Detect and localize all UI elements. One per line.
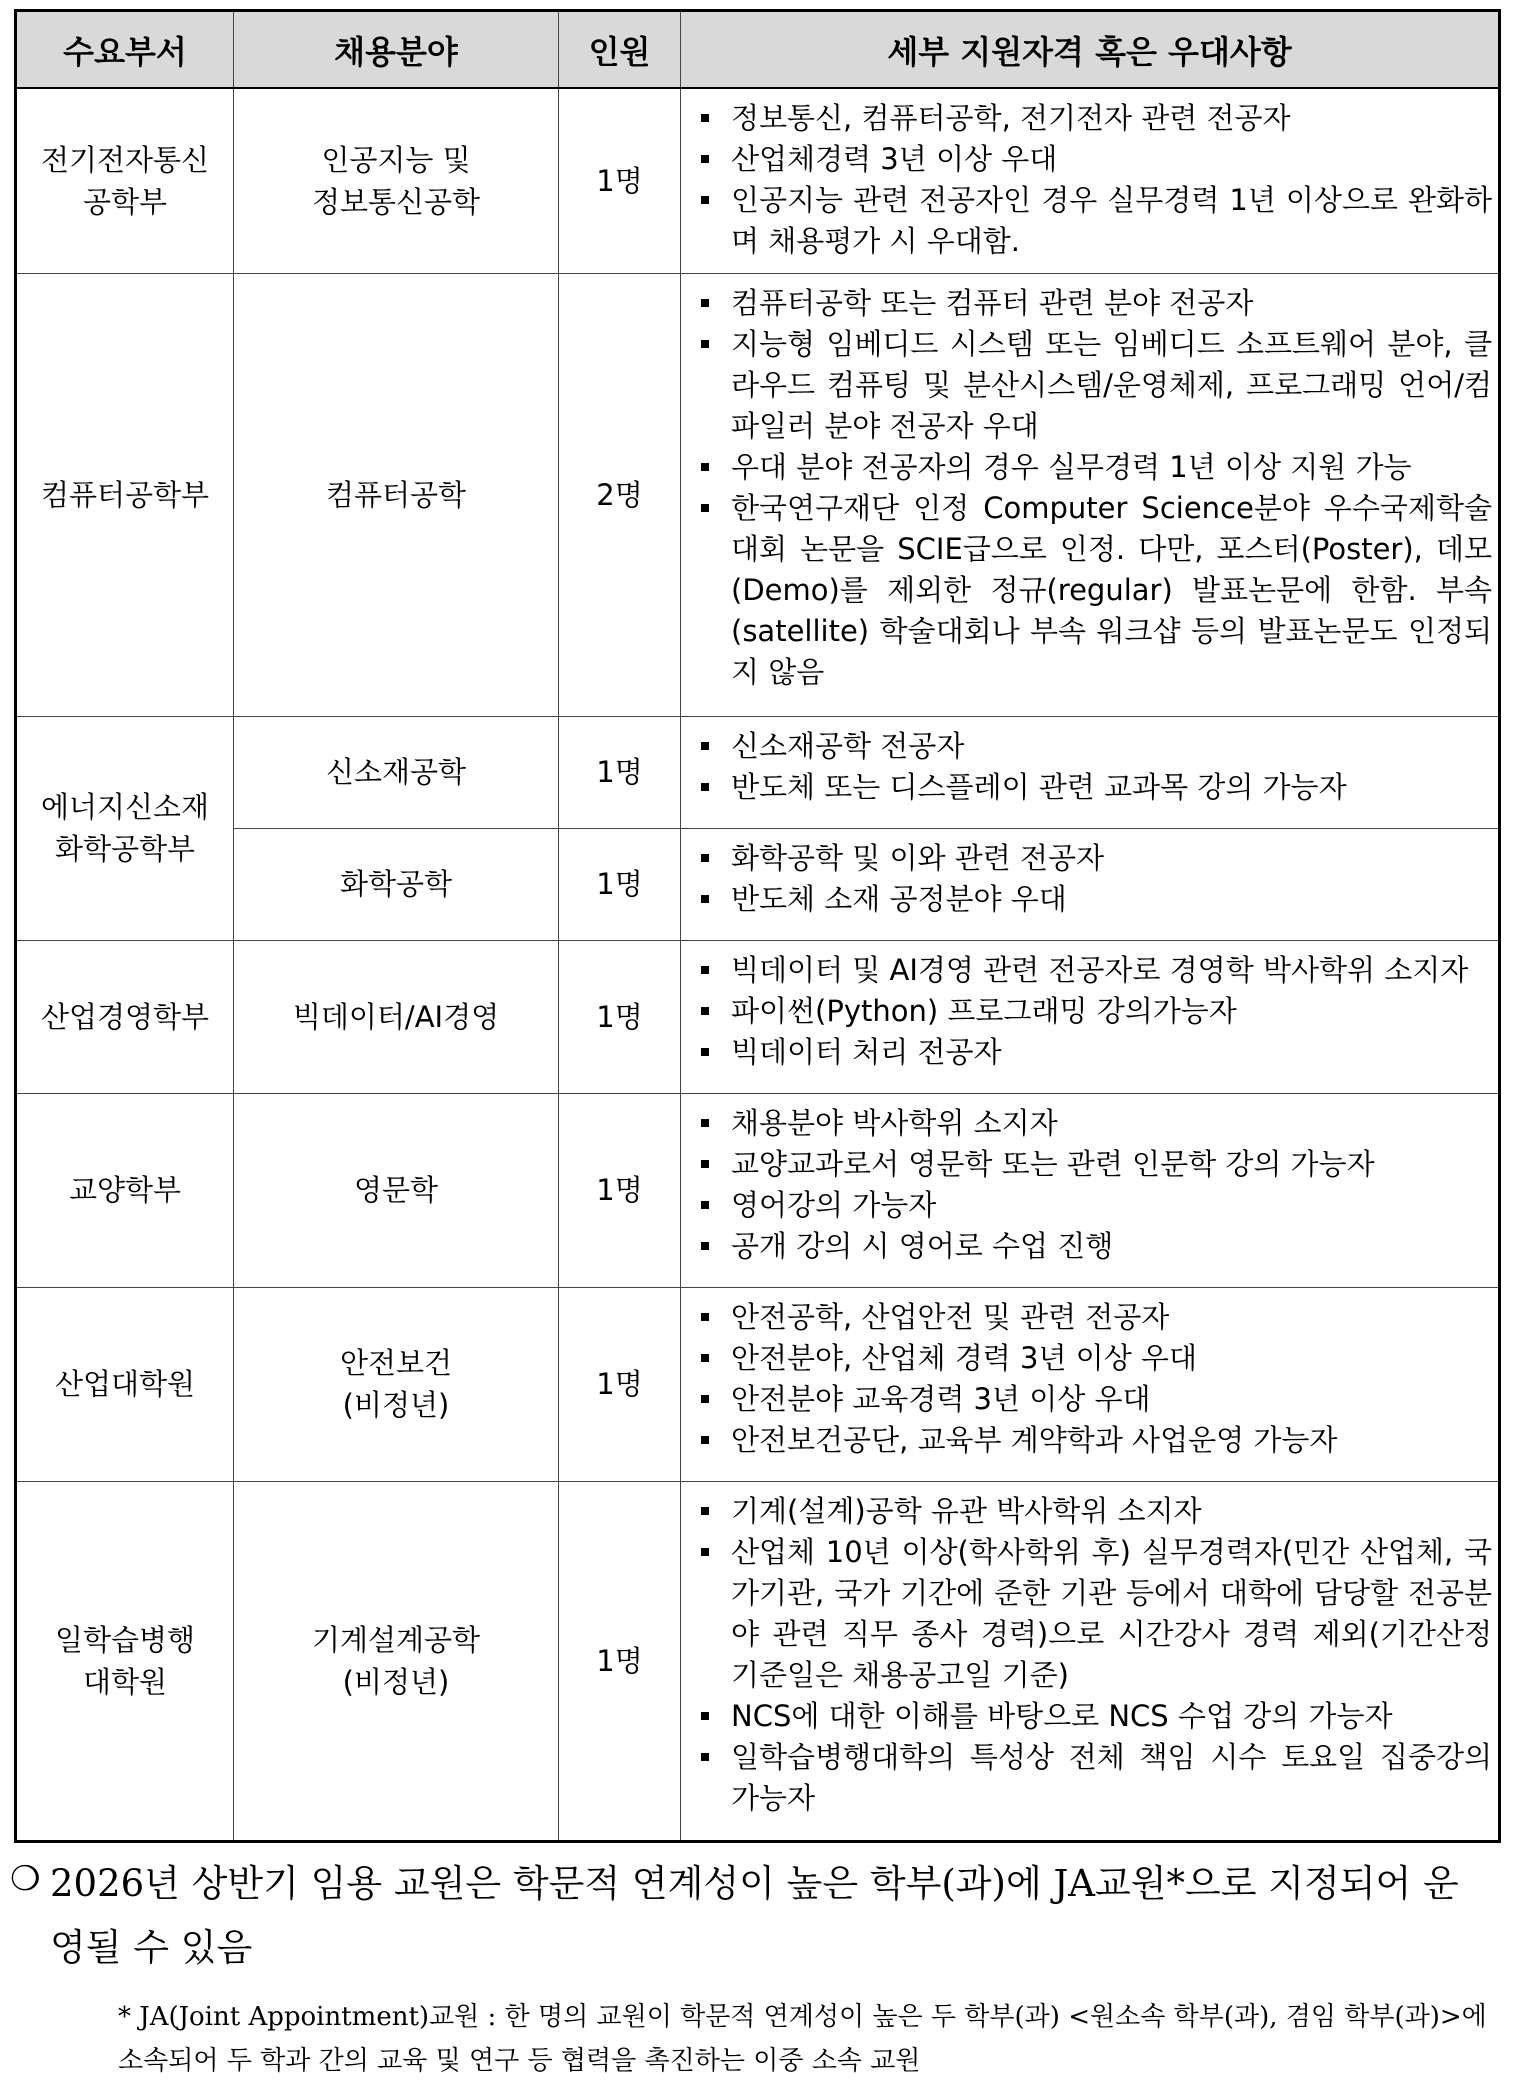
- header-qualifications: 세부 지원자격 혹은 우대사항: [681, 11, 1500, 89]
- qualification-list: [695, 838, 1492, 920]
- table-row: [16, 1093, 1500, 1287]
- footnote-mark: *: [118, 2002, 131, 2032]
- headcount-cell: 1명: [559, 1287, 681, 1481]
- qualification-item: 신소재공학 전공자: [695, 726, 1492, 767]
- qualifications-cell: [681, 716, 1500, 828]
- department-cell: 산업경영학부: [16, 940, 234, 1093]
- qualifications-cell: [681, 1287, 1500, 1481]
- qualification-list: [695, 1491, 1492, 1819]
- qualification-item: 안전분야, 산업체 경력 3년 이상 우대: [695, 1338, 1492, 1379]
- field-cell: 기계설계공학 (비정년): [234, 1481, 559, 1841]
- headcount-cell: 1명: [559, 1481, 681, 1841]
- table-row: [16, 1481, 1500, 1841]
- headcount-cell: 1명: [559, 828, 681, 940]
- qualification-item: 안전공학, 산업안전 및 관련 전공자: [695, 1297, 1492, 1338]
- headcount-cell: 1명: [559, 1093, 681, 1287]
- header-department: 수요부서: [16, 11, 234, 89]
- qualification-list: [695, 1103, 1492, 1267]
- qualification-item: 인공지능 관련 전공자인 경우 실무경력 1년 이상으로 완화하며 채용평가 시 우대함.: [695, 180, 1492, 262]
- qualification-item: 반도체 또는 디스플레이 관련 교과목 강의 가능자: [695, 767, 1492, 808]
- header-headcount: 인원: [559, 11, 681, 89]
- qualification-item: 교양교과로서 영문학 또는 관련 인문학 강의 가능자: [695, 1144, 1492, 1185]
- qualification-list: [695, 283, 1492, 693]
- qualification-list: [695, 726, 1492, 808]
- department-cell: 산업대학원: [16, 1287, 234, 1481]
- qualification-item: 지능형 임베디드 시스템 또는 임베디드 소프트웨어 분야, 클라우드 컴퓨팅 및 분산시스템/운영체제, 프로그래밍 언어/컴파일러 분야 전공자 우대: [695, 324, 1492, 447]
- qualification-item: 정보통신, 컴퓨터공학, 전기전자 관련 전공자: [695, 98, 1492, 139]
- table-row: [16, 940, 1500, 1093]
- recruitment-table: [14, 9, 1501, 1843]
- table-row: [16, 273, 1500, 716]
- footnote-text: JA(Joint Appointment)교원 : 한 명의 교원이 학문적 연계성이 높은 두 학부(과) <원소속 학부(과), 겸임 학부(과)>에 소속되어 두 학과 간의 교육 및 연구 등 협력을 촉진하는 이중 소속 교원: [118, 2002, 1487, 2076]
- qualifications-cell: [681, 1093, 1500, 1287]
- department-cell: 컴퓨터공학부: [16, 273, 234, 716]
- qualification-list: [695, 950, 1492, 1073]
- headcount-cell: 1명: [559, 940, 681, 1093]
- qualifications-cell: [681, 940, 1500, 1093]
- qualification-item: 컴퓨터공학 또는 컴퓨터 관련 분야 전공자: [695, 283, 1492, 324]
- table-row: [16, 1287, 1500, 1481]
- field-cell: 신소재공학: [234, 716, 559, 828]
- qualification-item: 우대 분야 전공자의 경우 실무경력 1년 이상 지원 가능: [695, 447, 1492, 488]
- qualifications-cell: [681, 1481, 1500, 1841]
- headcount-cell: 2명: [559, 273, 681, 716]
- qualification-item: 산업체 10년 이상(학사학위 후) 실무경력자(민간 산업체, 국가기관, 국가 기간에 준한 기관 등에서 대학에 담당할 전공분야 관련 직무 종사 경력)으로 시간강사 경력 제외(기간산정 기준일은 채용공고일 기준): [695, 1532, 1492, 1696]
- qualifications-cell: [681, 88, 1500, 273]
- department-cell: 에너지신소재 화학공학부: [16, 716, 234, 940]
- qualification-item: 화학공학 및 이와 관련 전공자: [695, 838, 1492, 879]
- qualification-item: 안전분야 교육경력 3년 이상 우대: [695, 1379, 1492, 1420]
- field-cell: 화학공학: [234, 828, 559, 940]
- qualification-item: 빅데이터 처리 전공자: [695, 1032, 1492, 1073]
- field-cell: 인공지능 및 정보통신공학: [234, 88, 559, 273]
- qualification-item: NCS에 대한 이해를 바탕으로 NCS 수업 강의 가능자: [695, 1696, 1492, 1737]
- field-cell: 컴퓨터공학: [234, 273, 559, 716]
- qualification-list: [695, 1297, 1492, 1461]
- headcount-cell: 1명: [559, 88, 681, 273]
- department-cell: 교양학부: [16, 1093, 234, 1287]
- qualification-item: 채용분야 박사학위 소지자: [695, 1103, 1492, 1144]
- qualifications-cell: [681, 828, 1500, 940]
- qualification-item: 빅데이터 및 AI경영 관련 전공자로 경영학 박사학위 소지자: [695, 950, 1492, 991]
- ja-notice: 2026년 상반기 임용 교원은 학문적 연계성이 높은 학부(과)에 JA교원*으로 지정되어 운영될 수 있음: [50, 1862, 1459, 1969]
- qualification-item: 반도체 소재 공정분야 우대: [695, 879, 1492, 920]
- qualification-item: 산업체경력 3년 이상 우대: [695, 139, 1492, 180]
- circle-bullet-icon: ❍: [10, 1859, 41, 1899]
- field-cell: 영문학: [234, 1093, 559, 1287]
- field-cell: 빅데이터/AI경영: [234, 940, 559, 1093]
- department-cell: 일학습병행 대학원: [16, 1481, 234, 1841]
- qualification-item: 영어강의 가능자: [695, 1185, 1492, 1226]
- qualification-item: 공개 강의 시 영어로 수업 진행: [695, 1226, 1492, 1267]
- ja-footnote: [118, 1995, 1513, 2083]
- table-header-row: [16, 11, 1500, 89]
- table-row: [16, 88, 1500, 273]
- qualifications-cell: [681, 273, 1500, 716]
- qualification-list: [695, 98, 1492, 262]
- table-row: [16, 716, 1500, 828]
- table-row: [16, 828, 1500, 940]
- field-cell: 안전보건 (비정년): [234, 1287, 559, 1481]
- qualification-item: 일학습병행대학의 특성상 전체 책임 시수 토요일 집중강의 가능자: [695, 1737, 1492, 1819]
- qualification-item: 파이썬(Python) 프로그래밍 강의가능자: [695, 991, 1492, 1032]
- header-field: 채용분야: [234, 11, 559, 89]
- qualification-item: 기계(설계)공학 유관 박사학위 소지자: [695, 1491, 1492, 1532]
- department-cell: 전기전자통신 공학부: [16, 88, 234, 273]
- qualification-item: 한국연구재단 인정 Computer Science분야 우수국제학술대회 논문을 SCIE급으로 인정. 다만, 포스터(Poster), 데모(Demo)를 제외한 정규(regular) 발표논문에 한함. 부속(satellite) 학술대회나 부속 워크샵 등의 발표논문도 인정되지 않음: [695, 488, 1492, 693]
- qualification-item: 안전보건공단, 교육부 계약학과 사업운영 가능자: [695, 1420, 1492, 1461]
- headcount-cell: 1명: [559, 716, 681, 828]
